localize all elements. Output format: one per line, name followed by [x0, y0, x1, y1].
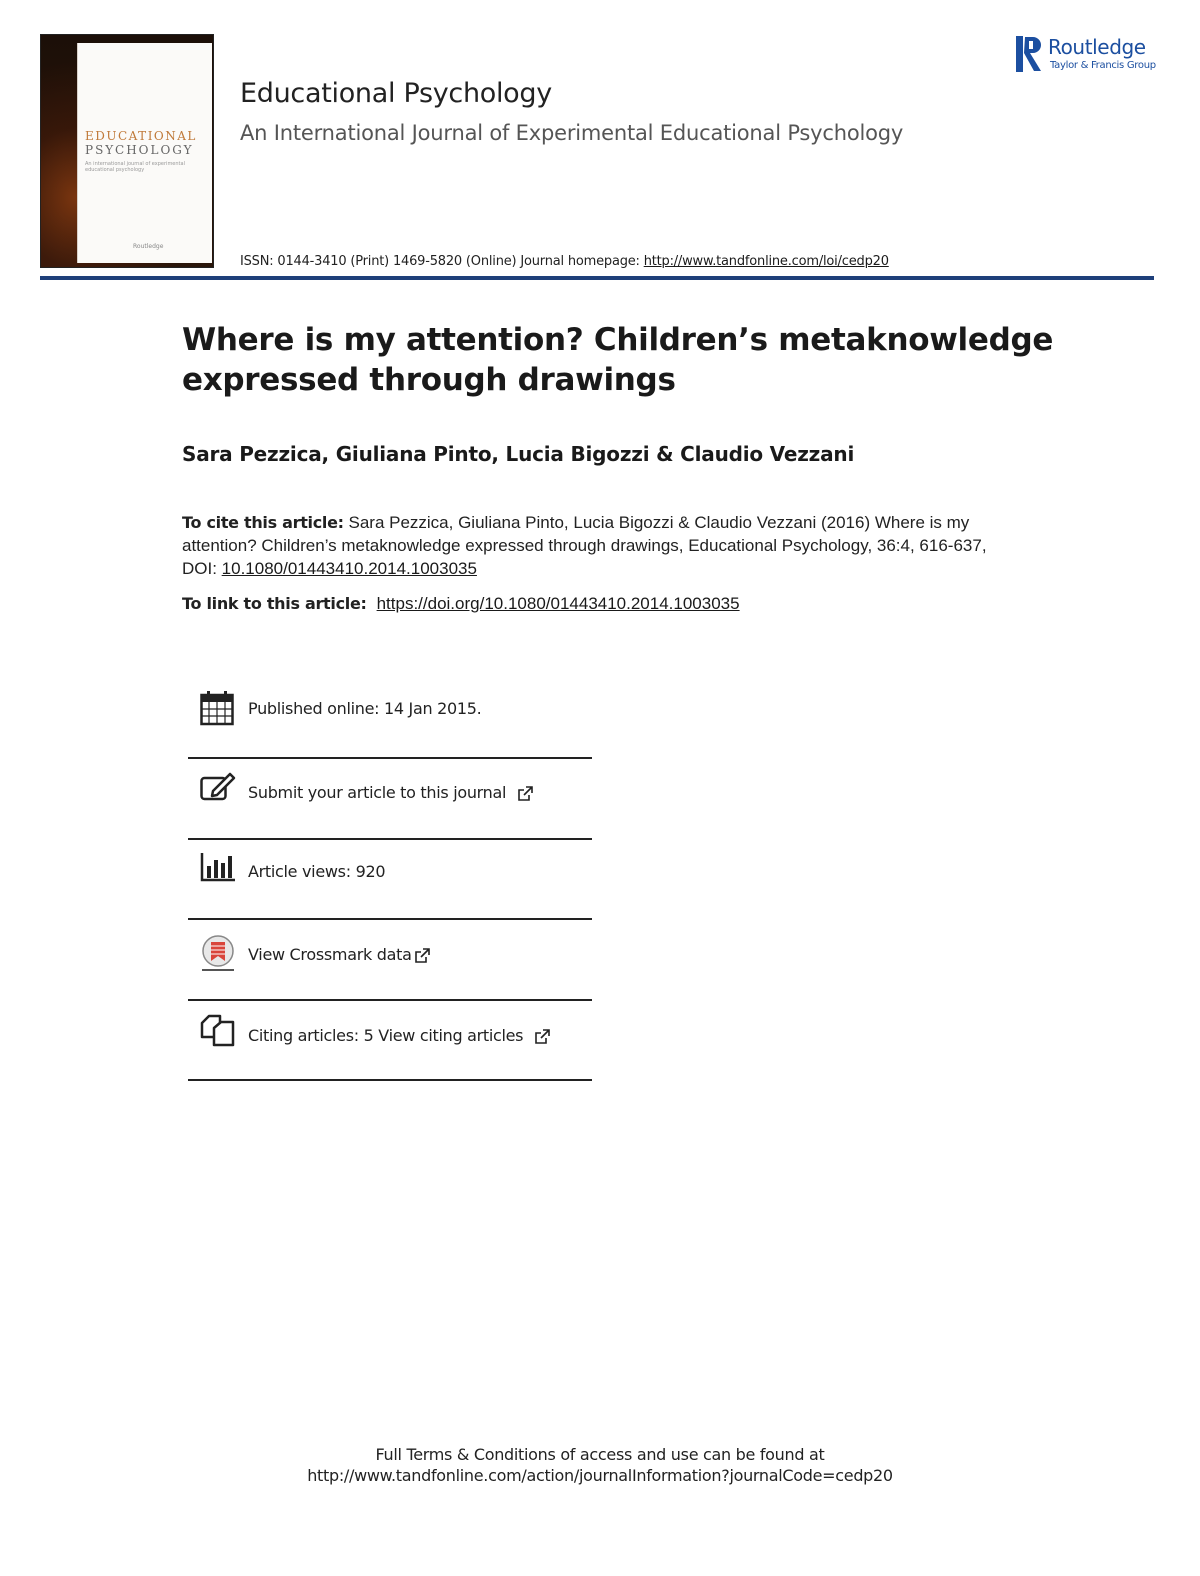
doi-link[interactable]: 10.1080/01443410.2014.1003035: [221, 559, 477, 578]
cover-title-line2: PSYCHOLOGY: [85, 143, 194, 157]
submit-article-row[interactable]: [188, 770, 592, 810]
article-views-row: [188, 852, 592, 892]
cover-title-line1: EDUCATIONAL: [85, 129, 197, 143]
citation-block: [182, 511, 1012, 580]
footer-terms-url[interactable]: http://www.tandfonline.com/action/journalInformation?journalCode=cedp20: [307, 1466, 893, 1485]
article-link-block: [182, 594, 1012, 614]
issn-line: [240, 254, 889, 269]
external-link-icon: [534, 1029, 550, 1045]
cite-label: To cite this article:: [182, 513, 344, 532]
link-label: To link to this article:: [182, 594, 367, 613]
citing-articles-link[interactable]: [248, 1026, 550, 1045]
submit-article-label: Submit your article to this journal: [248, 783, 507, 802]
divider: [188, 838, 592, 840]
article-views-text: Article views: 920: [248, 862, 386, 881]
article-authors: Sara Pezzica, Giuliana Pinto, Lucia Bigozzi & Claudio Vezzani: [182, 442, 855, 466]
crossmark-icon: [200, 934, 236, 974]
citing-articles-label: Citing articles: 5 View citing articles: [248, 1026, 524, 1045]
calendar-icon: [200, 690, 234, 726]
submit-article-link[interactable]: [248, 783, 533, 802]
routledge-logo-icon: [1016, 34, 1044, 74]
footer: [0, 1444, 1200, 1486]
citing-articles-row[interactable]: [188, 1014, 592, 1054]
divider: [188, 918, 592, 920]
publisher-name: Routledge: [1048, 35, 1146, 59]
article-title: Where is my attention? Children’s metaknowledge expressed through drawings: [182, 322, 1054, 398]
published-online-row: [188, 690, 592, 730]
publisher-logo: [1016, 34, 1156, 76]
published-online-text: Published online: 14 Jan 2015.: [248, 699, 482, 718]
edit-icon: [200, 772, 236, 802]
header-divider: [40, 276, 1154, 280]
journal-subtitle: An International Journal of Experimental Educational Psychology: [240, 121, 904, 145]
crossmark-row[interactable]: [188, 934, 592, 976]
citing-articles-icon: [200, 1014, 236, 1048]
journal-homepage-link[interactable]: http://www.tandfonline.com/loi/cedp20: [643, 254, 889, 269]
divider: [188, 757, 592, 759]
crossmark-label: View Crossmark data: [248, 945, 412, 964]
journal-cover: [40, 34, 214, 268]
bar-chart-icon: [200, 852, 236, 882]
cite-text: Sara Pezzica, Giuliana Pinto, Lucia Bigozzi & Claudio Vezzani (2016) Where is my attention? Children’s metaknowledge expressed through drawings, Educational Psychology, 36:4, 616-637, DOI:: [182, 513, 987, 578]
footer-terms-text: Full Terms & Conditions of access and use can be found at: [375, 1445, 825, 1464]
cover-logo: Routledge: [133, 243, 164, 250]
issn-text: ISSN: 0144-3410 (Print) 1469-5820 (Online) Journal homepage:: [240, 254, 644, 269]
journal-title: Educational Psychology: [240, 78, 552, 109]
article-url-link[interactable]: https://doi.org/10.1080/01443410.2014.1003035: [376, 594, 740, 613]
divider: [188, 999, 592, 1001]
crossmark-link[interactable]: [248, 945, 430, 964]
publisher-group: Taylor & Francis Group: [1050, 60, 1156, 71]
external-link-icon: [517, 786, 533, 802]
external-link-icon: [414, 948, 430, 964]
cover-subtitle: An international journal of experimental educational psychology: [85, 161, 185, 173]
divider: [188, 1079, 592, 1081]
